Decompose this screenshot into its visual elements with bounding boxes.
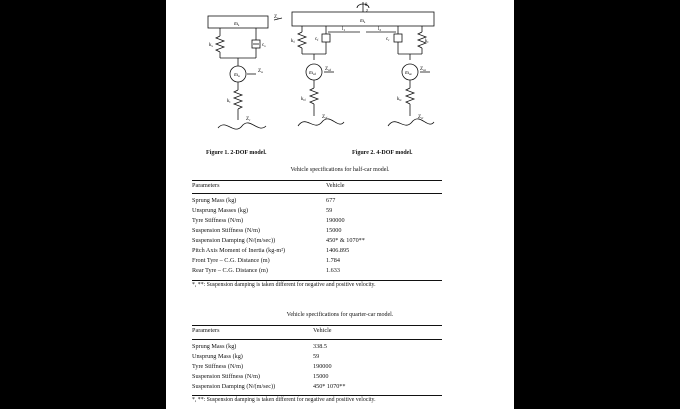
svg-text:l1 xyxy=(342,27,345,32)
value-cell: 15000 xyxy=(326,227,342,234)
fig2-ktr-label: k xyxy=(397,97,400,102)
parameter-cell: Tyre Stiffness (N/m) xyxy=(192,217,244,224)
table-row xyxy=(192,197,452,205)
fig2-l2-label: l xyxy=(378,27,380,32)
fig1-ms-label: m xyxy=(234,22,238,27)
parameter-cell: Front Tyre – C.G. Distance (m) xyxy=(192,257,270,264)
table-1-header-rule xyxy=(192,193,442,194)
fig1-kt-sub: t xyxy=(229,100,231,104)
value-cell: 190000 xyxy=(313,363,332,370)
table-1-header-param: Parameters xyxy=(192,182,220,189)
table-row xyxy=(192,247,452,255)
svg-text:muf xyxy=(309,71,317,76)
document-page xyxy=(166,0,514,409)
svg-text:cr xyxy=(386,37,390,42)
table-1-title: Vehicle specifications for half-car model. xyxy=(290,167,390,173)
fig2-ktf-sub: tf xyxy=(303,98,306,102)
table-row xyxy=(192,353,452,361)
fig1-zs-sub: s xyxy=(277,16,279,20)
table-2-header xyxy=(192,327,452,335)
svg-text:cs xyxy=(262,43,266,48)
table-1-header xyxy=(192,182,452,190)
fig2-zuf-sub: uf xyxy=(328,68,331,72)
fig2-zur-label: Z xyxy=(420,67,424,72)
table-1-note: *, **: Suspension damping is taken different for negative and positive velocity. xyxy=(192,282,376,288)
fig2-kf-label: k xyxy=(291,39,294,44)
fig2-zuf-label: Z xyxy=(325,67,329,72)
fig2-cf-sub: f xyxy=(317,38,319,42)
value-cell: 190000 xyxy=(326,217,345,224)
fig2-cf-label: c xyxy=(315,37,318,42)
fig2-mur-sub: ur xyxy=(408,72,412,76)
table-2-bottom-rule xyxy=(192,395,442,396)
fig2-l2-sub: 2 xyxy=(379,28,382,32)
fig2-cr-sub: r xyxy=(388,38,390,42)
fig2-z-label: z xyxy=(366,9,369,14)
svg-text:ms xyxy=(234,22,240,27)
value-cell: 450* 1070** xyxy=(313,383,346,390)
parameter-cell: Sprung Mass (kg) xyxy=(192,343,237,350)
svg-text:cf xyxy=(315,37,319,42)
value-cell: 59 xyxy=(326,207,333,214)
parameter-cell: Unsprung Masses (kg) xyxy=(192,207,249,214)
fig2-theta-label: θ xyxy=(365,3,368,8)
fig2-cr-label: c xyxy=(386,37,389,42)
svg-text:Zur xyxy=(420,67,427,72)
fig1-mu-label: m xyxy=(234,73,238,78)
table-row xyxy=(192,363,452,371)
table-2-title: Vehicle specifications for quarter-car model. xyxy=(286,312,394,318)
fig1-zu-label: Z xyxy=(258,69,262,74)
svg-text:Zr xyxy=(246,117,251,122)
parameter-cell: Sprung Mass (kg) xyxy=(192,197,237,204)
svg-text:Zu xyxy=(258,69,263,74)
fig1-ks-sub: s xyxy=(211,44,213,48)
fig2-ktr-sub: tr xyxy=(399,98,402,102)
table-1-top-rule xyxy=(192,180,442,181)
fig2-ms-label: m xyxy=(360,19,364,24)
parameter-cell: Unsprung Mass (kg) xyxy=(192,353,243,360)
table-row xyxy=(192,227,452,235)
table-2-header-param: Parameters xyxy=(192,327,220,334)
fig1-ks-label: k xyxy=(209,43,212,48)
fig2-ktf-label: k xyxy=(301,97,304,102)
value-cell: 15000 xyxy=(313,373,329,380)
table-row xyxy=(192,207,452,215)
parameter-cell: Pitch Axis Moment of Inertia (kg-m²) xyxy=(192,247,286,254)
fig1-zr-sub: r xyxy=(249,118,251,122)
parameter-cell: Suspension Stiffness (N/m) xyxy=(192,373,260,380)
parameter-cell: Suspension Damping (N/(m/sec)) xyxy=(192,383,276,390)
fig2-zrf-sub: rf xyxy=(325,116,328,120)
svg-text:ms xyxy=(360,19,366,24)
fig2-muf-sub: uf xyxy=(312,72,316,76)
table-row xyxy=(192,383,452,391)
fig1-zs-label: Z xyxy=(274,15,278,20)
fig2-kr-sub: r xyxy=(427,40,429,44)
fig1-mu-sub: u xyxy=(237,74,240,78)
table-row xyxy=(192,343,452,351)
fig2-l1-sub: 1 xyxy=(343,28,346,32)
table-row xyxy=(192,257,452,265)
svg-text:Zrf xyxy=(322,115,328,120)
figure-1-caption: Figure 1. 2-DOF model. xyxy=(206,150,267,156)
fig2-zur-sub: ur xyxy=(423,68,426,72)
figure-2-caption: Figure 2. 4-DOF model. xyxy=(352,150,413,156)
svg-text:Zrr xyxy=(418,115,424,120)
value-cell: 59 xyxy=(313,353,320,360)
fig1-zr-label: Z xyxy=(246,117,250,122)
fig1-cs-label: c xyxy=(262,43,265,48)
value-cell: 1406.895 xyxy=(326,247,350,254)
svg-text:kr xyxy=(425,39,430,44)
svg-text:ktf xyxy=(301,97,306,102)
svg-text:kt xyxy=(227,99,231,104)
fig2-zrr-label: Z xyxy=(418,115,422,120)
fig1-kt-label: k xyxy=(227,99,230,104)
parameter-cell: Tyre Stiffness (N/m) xyxy=(192,363,244,370)
fig2-ms-sub: s xyxy=(363,20,366,24)
table-row xyxy=(192,217,452,225)
table-2-header-rule xyxy=(192,339,442,340)
value-cell: 677 xyxy=(326,197,336,204)
svg-text:Zs xyxy=(274,15,279,20)
table-1-bottom-rule xyxy=(192,280,442,281)
fig2-l1-label: l xyxy=(342,27,344,32)
svg-text:l2 xyxy=(378,27,381,32)
fig2-kf-sub: f xyxy=(293,40,295,44)
fig2-muf-label: m xyxy=(309,71,313,76)
table-row xyxy=(192,237,452,245)
value-cell: 1.784 xyxy=(326,257,340,264)
table-row xyxy=(192,373,452,381)
fig2-zrr-sub: rr xyxy=(421,116,424,120)
svg-text:Zuf xyxy=(325,67,332,72)
svg-text:kf xyxy=(291,39,296,44)
fig2-kr-label: k xyxy=(425,39,428,44)
svg-text:mur xyxy=(405,71,413,76)
table-2-header-value: Vehicle xyxy=(313,327,332,334)
svg-text:ks xyxy=(209,43,214,48)
fig1-cs-sub: s xyxy=(264,44,266,48)
figure-2-diagram xyxy=(288,0,438,144)
table-2-note: *, **: Suspension damping is taken different for negative and positive velocity. xyxy=(192,397,376,403)
svg-text:mu xyxy=(234,73,240,78)
svg-text:ktr xyxy=(397,97,402,102)
figure-1-diagram xyxy=(190,8,290,144)
fig2-mur-label: m xyxy=(405,71,409,76)
value-cell: 1.633 xyxy=(326,267,340,274)
table-row xyxy=(192,267,452,275)
parameter-cell: Suspension Stiffness (N/m) xyxy=(192,227,260,234)
fig2-zrf-label: Z xyxy=(322,115,326,120)
table-2-top-rule xyxy=(192,325,442,326)
value-cell: 450* & 1070** xyxy=(326,237,365,244)
fig1-zu-sub: u xyxy=(261,70,263,74)
parameter-cell: Rear Tyre – C.G. Distance (m) xyxy=(192,267,268,274)
parameter-cell: Suspension Damping (N/(m/sec)) xyxy=(192,237,276,244)
table-1-header-value: Vehicle xyxy=(326,182,345,189)
value-cell: 338.5 xyxy=(313,343,327,350)
fig1-ms-sub: s xyxy=(237,23,240,27)
